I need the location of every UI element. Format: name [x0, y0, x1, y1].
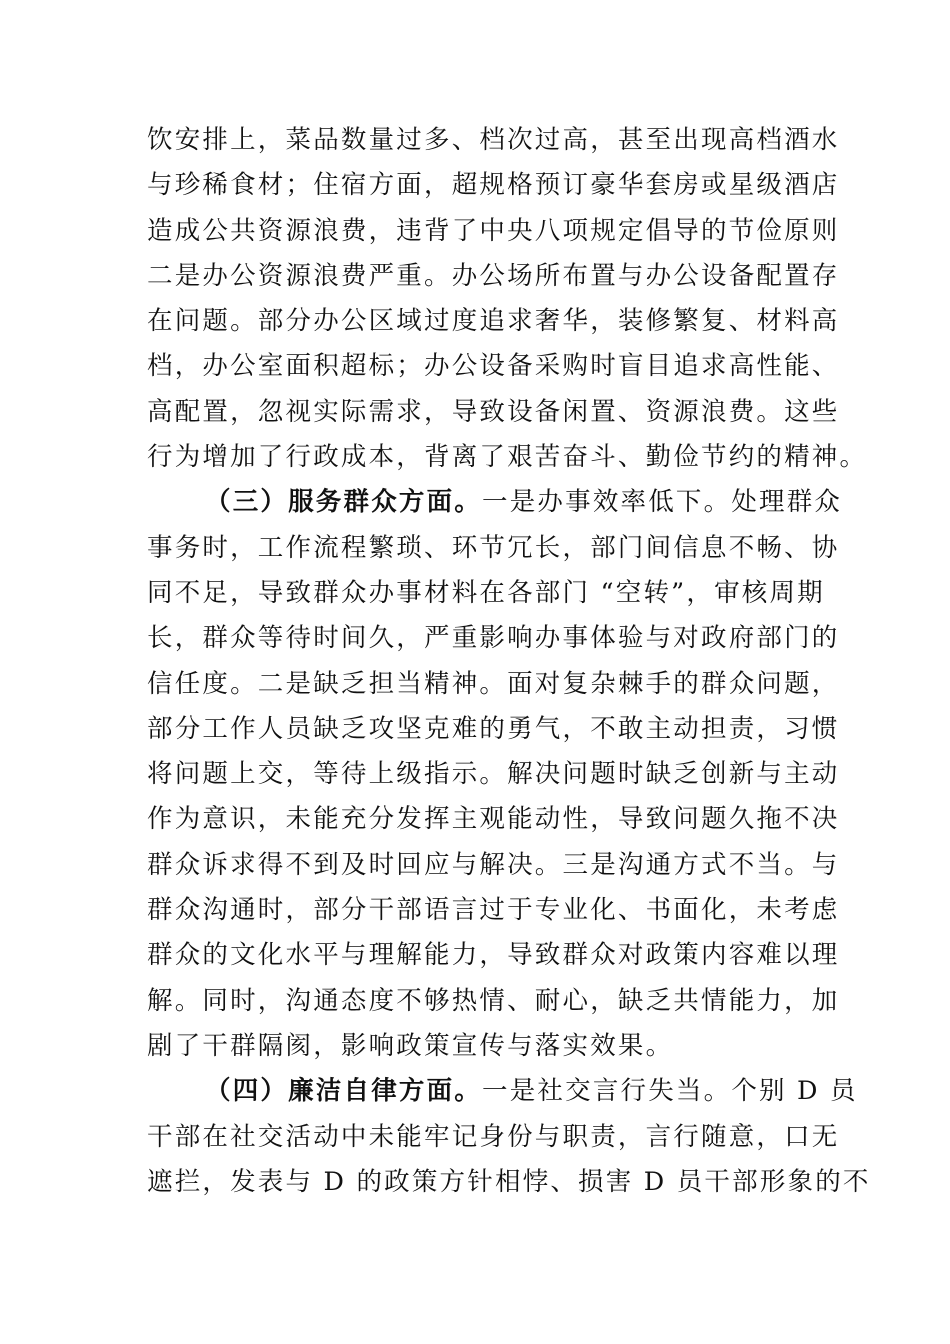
text-line: 作为意识，未能充分发挥主观能动性，导致问题久拖不决: [147, 804, 840, 835]
text-line: 在问题。部分办公区域过度追求奢华，装修繁复、材料高: [147, 306, 840, 337]
text-line: 行为增加了行政成本，背离了艰苦奋斗、勤俭节约的精神。: [147, 442, 868, 473]
text-line: 将问题上交，等待上级指示。解决问题时缺乏创新与主动: [147, 759, 840, 790]
section-heading: （三）服务群众方面。: [205, 487, 483, 518]
text-line: 群众诉求得不到及时回应与解决。三是沟通方式不当。与: [147, 849, 840, 880]
section-heading-line: （四）廉洁自律方面。一是社交言行失当。个别 D 员: [205, 1076, 858, 1107]
text-line: 档，办公室面积超标；办公设备采购时盲目追求高性能、: [147, 351, 840, 382]
text-line: 高配置，忽视实际需求，导致设备闲置、资源浪费。这些: [147, 396, 840, 427]
text-line: 信任度。二是缺乏担当精神。面对复杂棘手的群众问题，: [147, 668, 840, 699]
text-line: 遮拦，发表与 D 的政策方针相悖、损害 D 员干部形象的不: [147, 1166, 871, 1197]
text-line: 造成公共资源浪费，违背了中央八项规定倡导的节俭原则: [147, 215, 840, 246]
text-line: 二是办公资源浪费严重。办公场所布置与办公设备配置存: [147, 260, 840, 291]
text-line: 干部在社交活动中未能牢记身份与职责，言行随意，口无: [147, 1121, 840, 1152]
text-line: 剧了干群隔阂，影响政策宣传与落实效果。: [147, 1030, 674, 1061]
text-line: 饮安排上，菜品数量过多、档次过高，甚至出现高档酒水: [147, 125, 840, 155]
text-line: 长，群众等待时间久，严重影响办事体验与对政府部门的: [147, 623, 840, 654]
section-heading: （四）廉洁自律方面。: [205, 1076, 483, 1107]
text-line: 群众沟通时，部分干部语言过于专业化、书面化，未考虑: [147, 895, 840, 926]
document-body: [147, 118, 871, 1205]
text-line: 部分工作人员缺乏攻坚克难的勇气，不敢主动担责，习惯: [147, 713, 840, 744]
text-line: 与珍稀食材；住宿方面，超规格预订豪华套房或星级酒店: [147, 170, 840, 201]
text-line: 事务时，工作流程繁琐、环节冗长，部门间信息不畅、协: [147, 532, 840, 563]
text-line: 解。同时，沟通态度不够热情、耐心，缺乏共情能力，加: [147, 985, 840, 1016]
text-line: 群众的文化水平与理解能力，导致群众对政策内容难以理: [147, 940, 840, 971]
section-heading-line: （三）服务群众方面。一是办事效率低下。处理群众: [205, 487, 843, 518]
text-line: 同不足，导致群众办事材料在各部门 “空转”，审核周期: [147, 577, 825, 608]
